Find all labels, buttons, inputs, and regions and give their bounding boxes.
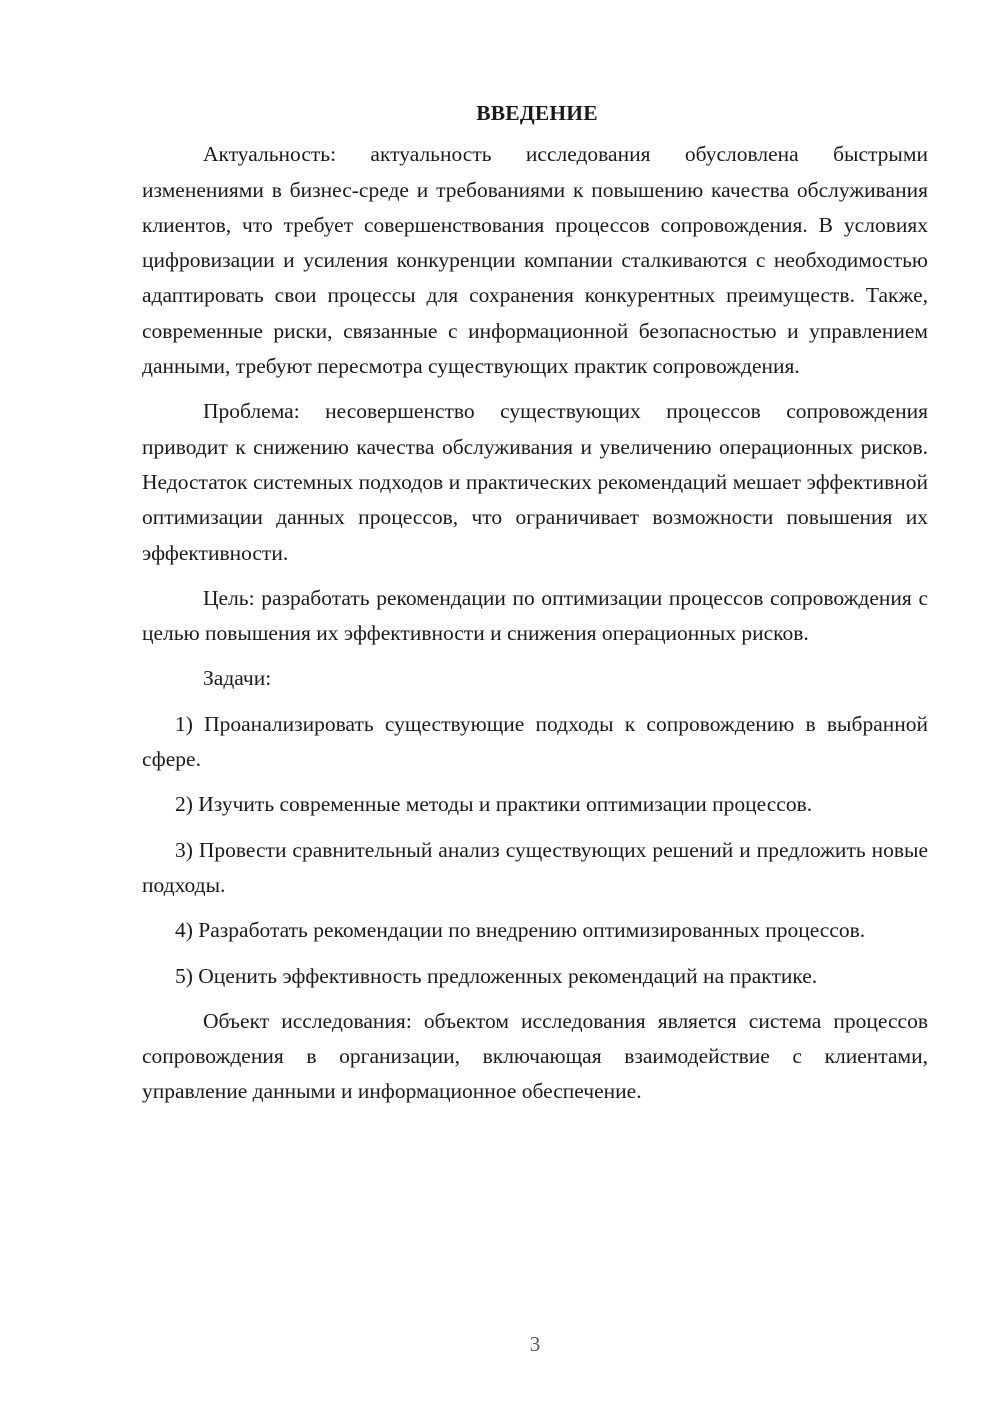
- tasks-heading: Задачи:: [203, 666, 272, 691]
- task-item: 2) Изучить современные методы и практики оптимизации процессов.: [175, 792, 813, 817]
- object-paragraph: Объект исследования: объектом исследования является система процессов сопровождения в организации, включающая взаимодействие с клиентами, управление данными и информационное обеспечение.: [142, 1008, 928, 1104]
- task-item: 3) Провести сравнительный анализ существующих решений и предложить новые подходы.: [142, 837, 928, 897]
- relevance-paragraph: Актуальность: актуальность исследования обусловлена быстрыми изменениями в бизнес-среде и требованиями к повышению качества обслуживания клиентов, что требует совершенствования процессов сопровождения. В условиях цифровизации и усиления конкуренции компании сталкиваются с необходимостью адаптировать свои процессы для сохранения конкурентных преимуществ. Также, современные риски, связанные с информационной безопасностью и управлением данными, требуют пересмотра существующих практик сопровождения.: [142, 142, 928, 379]
- task-item: 4) Разработать рекомендации по внедрению оптимизированных процессов.: [175, 918, 866, 943]
- page-content: [142, 96, 928, 1120]
- task-item: 5) Оценить эффективность предложенных рекомендаций на практике.: [175, 963, 818, 988]
- page-number: 3: [529, 1332, 541, 1356]
- problem-paragraph: Проблема: несовершенство существующих процессов сопровождения приводит к снижению качества обслуживания и увеличению операционных рисков. Недостаток системных подходов и практических рекомендаций мешает эффективной оптимизации данных процессов, что ограничивает возможности повышения их эффективности.: [142, 399, 928, 565]
- page-title: ВВЕДЕНИЕ: [476, 101, 598, 125]
- goal-paragraph: Цель: разработать рекомендации по оптимизации процессов сопровождения с целью повышения их эффективности и снижения операционных рисков.: [142, 585, 928, 646]
- task-item: 1) Проанализировать существующие подходы к сопровождению в выбранной сфере.: [142, 711, 928, 772]
